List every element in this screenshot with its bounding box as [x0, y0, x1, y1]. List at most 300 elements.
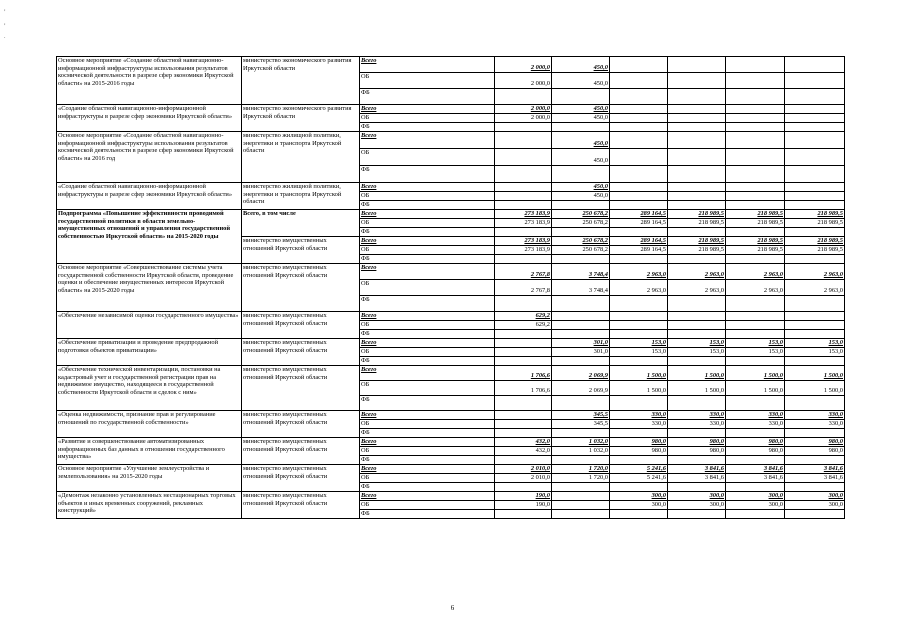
amount-cell — [610, 201, 668, 210]
amount-cell: 289 164,5 — [610, 246, 668, 255]
amount-cell — [495, 396, 552, 411]
amount-cell — [552, 456, 610, 465]
amount-cell — [668, 89, 726, 105]
amount-cell: 301,0 — [552, 348, 610, 357]
amount-cell: 330,0 — [668, 420, 726, 429]
funding-source-cell: ОБ — [360, 280, 495, 296]
amount-cell — [668, 149, 726, 166]
funding-source-cell: Всего — [360, 492, 495, 501]
amount-cell — [610, 296, 668, 312]
amount-cell: 218 989,5 — [668, 246, 726, 255]
amount-cell: 330,0 — [668, 411, 726, 420]
amount-cell — [668, 73, 726, 89]
budget-table — [56, 56, 845, 519]
amount-cell — [726, 105, 785, 114]
amount-cell: 980,0 — [610, 447, 668, 456]
amount-cell: 273 183,9 — [495, 210, 552, 219]
amount-cell — [495, 149, 552, 166]
amount-cell: 218 989,5 — [668, 210, 726, 219]
amount-cell: 273 183,9 — [495, 219, 552, 228]
measure-name-cell: Основное мероприятие «Улучшение землеустройства и землепользования» на 2015-2020 годы — [57, 465, 242, 492]
measure-name-cell: «Создание областной навигационно-информационной инфраструктуры в разрезе сфер экономики Иркутской области» — [57, 105, 242, 132]
amount-cell — [610, 228, 668, 237]
amount-cell — [610, 321, 668, 330]
funding-source-cell: Всего — [360, 465, 495, 474]
amount-cell: 1 706,6 — [495, 381, 552, 396]
margin-mark: , — [4, 6, 6, 12]
funding-source-cell: Всего — [360, 105, 495, 114]
amount-cell — [668, 228, 726, 237]
amount-cell — [610, 456, 668, 465]
amount-cell — [610, 57, 668, 73]
measure-name-cell: «Демонтаж незаконно установленных нестационарных торговых объектов и иных временных сооружений, рекламных конструкций» — [57, 492, 242, 519]
amount-cell: 450,0 — [552, 149, 610, 166]
executor-cell: министерство имущественных отношений Иркутской области — [242, 339, 360, 366]
amount-cell: 153,0 — [610, 348, 668, 357]
amount-cell — [726, 429, 785, 438]
funding-source-cell: ФБ — [360, 89, 495, 105]
amount-cell — [726, 321, 785, 330]
amount-cell: 980,0 — [785, 438, 845, 447]
amount-cell: 330,0 — [726, 411, 785, 420]
amount-cell: 153,0 — [668, 339, 726, 348]
amount-cell — [668, 483, 726, 492]
amount-cell — [726, 456, 785, 465]
amount-cell — [726, 357, 785, 366]
amount-cell — [552, 166, 610, 183]
amount-cell: 300,0 — [668, 501, 726, 510]
amount-cell: 153,0 — [610, 339, 668, 348]
funding-source-cell: ОБ — [360, 73, 495, 89]
amount-cell: 2 963,0 — [726, 264, 785, 280]
funding-source-cell: Всего — [360, 237, 495, 246]
amount-cell: 273 183,9 — [495, 246, 552, 255]
amount-cell — [552, 312, 610, 321]
funding-source-cell: ОБ — [360, 447, 495, 456]
funding-source-cell: ФБ — [360, 330, 495, 339]
amount-cell — [552, 123, 610, 132]
funding-source-cell: Всего — [360, 210, 495, 219]
funding-source-cell: ОБ — [360, 219, 495, 228]
amount-cell — [785, 312, 845, 321]
amount-cell — [610, 357, 668, 366]
table-row — [57, 438, 845, 447]
amount-cell: 250 678,2 — [552, 210, 610, 219]
amount-cell — [668, 296, 726, 312]
amount-cell: 273 183,9 — [495, 237, 552, 246]
amount-cell — [495, 201, 552, 210]
executor-cell: Всего, в том числе — [242, 210, 360, 237]
amount-cell — [785, 483, 845, 492]
amount-cell — [785, 183, 845, 192]
amount-cell — [726, 114, 785, 123]
amount-cell — [726, 132, 785, 149]
amount-cell — [610, 114, 668, 123]
amount-cell: 1 500,0 — [726, 381, 785, 396]
amount-cell: 218 989,5 — [668, 237, 726, 246]
amount-cell — [610, 330, 668, 339]
amount-cell: 330,0 — [785, 411, 845, 420]
amount-cell — [668, 255, 726, 264]
amount-cell — [495, 132, 552, 149]
amount-cell: 1 500,0 — [610, 366, 668, 381]
measure-name-cell: Подпрограмма «Повышение эффективности проводимой государственной политики в области земельно-имущественных отношений и управления государственной собственностью Иркутской области» на 2015-2020 годы — [57, 210, 242, 264]
amount-cell: 2 767,8 — [495, 280, 552, 296]
amount-cell: 1 720,0 — [552, 465, 610, 474]
executor-cell: министерство имущественных отношений Иркутской области — [242, 366, 360, 411]
amount-cell — [668, 123, 726, 132]
amount-cell: 153,0 — [668, 348, 726, 357]
amount-cell: 2 069,9 — [552, 366, 610, 381]
amount-cell — [495, 255, 552, 264]
amount-cell — [785, 201, 845, 210]
page-number: 6 — [450, 604, 455, 612]
amount-cell — [495, 420, 552, 429]
amount-cell: 153,0 — [785, 339, 845, 348]
amount-cell: 250 678,2 — [552, 246, 610, 255]
budget-table-body — [57, 57, 845, 519]
amount-cell: 289 164,5 — [610, 237, 668, 246]
amount-cell — [552, 483, 610, 492]
amount-cell — [610, 132, 668, 149]
funding-source-cell: Всего — [360, 183, 495, 192]
amount-cell — [785, 510, 845, 519]
amount-cell: 218 989,5 — [785, 219, 845, 228]
amount-cell — [552, 429, 610, 438]
amount-cell: 218 989,5 — [726, 210, 785, 219]
executor-cell: министерство экономического развития Иркутской области — [242, 57, 360, 105]
measure-name-cell: «Обеспечение технической инвентаризации, постановки на кадастровый учет и государственной регистрации прав на недвижимое имущество, находящееся в государственной собственности Иркутской области и сделок с ним» — [57, 366, 242, 411]
amount-cell — [785, 396, 845, 411]
amount-cell: 300,0 — [610, 492, 668, 501]
executor-cell: министерство жилищной политики, энергетики и транспорта Иркутской области — [242, 183, 360, 210]
amount-cell — [610, 73, 668, 89]
amount-cell: 5 241,6 — [610, 465, 668, 474]
table-row — [57, 366, 845, 381]
amount-cell — [552, 510, 610, 519]
amount-cell: 2 963,0 — [726, 280, 785, 296]
funding-source-cell: ФБ — [360, 483, 495, 492]
amount-cell — [726, 149, 785, 166]
measure-name-cell: Основное мероприятие «Совершенствование системы учета государственной собственности Иркутской области, проведение оценки и обеспечение имущественных интересов Иркутской области» на 2015-2020 годы — [57, 264, 242, 312]
funding-source-cell: ОБ — [360, 348, 495, 357]
amount-cell — [552, 228, 610, 237]
amount-cell: 330,0 — [726, 420, 785, 429]
amount-cell — [785, 149, 845, 166]
amount-cell — [668, 321, 726, 330]
amount-cell — [495, 429, 552, 438]
amount-cell — [552, 321, 610, 330]
amount-cell: 190,0 — [495, 492, 552, 501]
table-row — [57, 465, 845, 474]
amount-cell — [610, 312, 668, 321]
funding-source-cell: ОБ — [360, 321, 495, 330]
amount-cell — [495, 183, 552, 192]
table-row — [57, 183, 845, 192]
table-row — [57, 312, 845, 321]
amount-cell — [610, 510, 668, 519]
amount-cell: 450,0 — [552, 73, 610, 89]
amount-cell: 1 032,0 — [552, 438, 610, 447]
amount-cell — [610, 149, 668, 166]
amount-cell — [726, 396, 785, 411]
amount-cell — [726, 312, 785, 321]
amount-cell — [726, 166, 785, 183]
amount-cell — [610, 429, 668, 438]
amount-cell: 3 841,6 — [785, 474, 845, 483]
executor-cell: министерство имущественных отношений Иркутской области — [242, 465, 360, 492]
amount-cell — [610, 483, 668, 492]
amount-cell — [726, 296, 785, 312]
amount-cell: 153,0 — [726, 339, 785, 348]
measure-name-cell: «Обеспечение независимой оценки государственного имущества» — [57, 312, 242, 339]
amount-cell — [495, 483, 552, 492]
amount-cell — [610, 105, 668, 114]
amount-cell — [726, 123, 785, 132]
amount-cell — [495, 411, 552, 420]
funding-source-cell: ФБ — [360, 396, 495, 411]
amount-cell: 300,0 — [668, 492, 726, 501]
funding-source-cell: Всего — [360, 438, 495, 447]
amount-cell: 218 989,5 — [785, 210, 845, 219]
amount-cell — [495, 357, 552, 366]
amount-cell — [668, 114, 726, 123]
amount-cell: 2 963,0 — [610, 280, 668, 296]
amount-cell — [726, 89, 785, 105]
amount-cell: 3 841,6 — [726, 474, 785, 483]
amount-cell: 300,0 — [785, 501, 845, 510]
amount-cell: 330,0 — [610, 420, 668, 429]
funding-source-cell: ФБ — [360, 166, 495, 183]
amount-cell — [785, 296, 845, 312]
amount-cell: 629,2 — [495, 312, 552, 321]
amount-cell — [552, 501, 610, 510]
amount-cell — [495, 192, 552, 201]
executor-cell: министерство имущественных отношений Иркутской области — [242, 264, 360, 312]
amount-cell: 980,0 — [668, 438, 726, 447]
amount-cell: 345,5 — [552, 411, 610, 420]
table-row — [57, 57, 845, 73]
table-row — [57, 492, 845, 501]
amount-cell: 345,5 — [552, 420, 610, 429]
amount-cell — [552, 89, 610, 105]
amount-cell: 218 989,5 — [785, 246, 845, 255]
amount-cell — [668, 510, 726, 519]
amount-cell — [726, 183, 785, 192]
amount-cell: 2 069,9 — [552, 381, 610, 396]
amount-cell — [785, 357, 845, 366]
amount-cell — [785, 123, 845, 132]
funding-source-cell: ФБ — [360, 123, 495, 132]
amount-cell: 450,0 — [552, 192, 610, 201]
executor-cell: министерство экономического развития Иркутской области — [242, 105, 360, 132]
executor-cell: министерство имущественных отношений Иркутской области — [242, 492, 360, 519]
amount-cell — [726, 228, 785, 237]
amount-cell: 300,0 — [726, 492, 785, 501]
amount-cell — [495, 330, 552, 339]
amount-cell — [785, 192, 845, 201]
amount-cell: 5 241,6 — [610, 474, 668, 483]
amount-cell: 3 841,6 — [785, 465, 845, 474]
amount-cell — [726, 57, 785, 73]
margin-mark: . — [4, 34, 6, 40]
amount-cell: 2 963,0 — [668, 264, 726, 280]
amount-cell — [495, 123, 552, 132]
amount-cell: 2 010,0 — [495, 474, 552, 483]
amount-cell — [726, 483, 785, 492]
measure-name-cell: «Оценка недвижимости, признание прав и регулирование отношений по государственной собственности» — [57, 411, 242, 438]
amount-cell — [552, 396, 610, 411]
amount-cell — [610, 89, 668, 105]
funding-source-cell: Всего — [360, 132, 495, 149]
amount-cell: 1 500,0 — [726, 366, 785, 381]
amount-cell — [610, 255, 668, 264]
funding-source-cell: ОБ — [360, 149, 495, 166]
amount-cell — [610, 192, 668, 201]
amount-cell — [495, 510, 552, 519]
amount-cell — [785, 105, 845, 114]
amount-cell — [785, 73, 845, 89]
funding-source-cell: Всего — [360, 339, 495, 348]
amount-cell: 1 500,0 — [785, 366, 845, 381]
amount-cell — [668, 57, 726, 73]
amount-cell — [552, 492, 610, 501]
amount-cell: 1 500,0 — [610, 381, 668, 396]
amount-cell — [785, 114, 845, 123]
amount-cell — [668, 396, 726, 411]
amount-cell — [552, 357, 610, 366]
amount-cell — [552, 330, 610, 339]
amount-cell — [668, 312, 726, 321]
funding-source-cell: ОБ — [360, 474, 495, 483]
amount-cell — [668, 330, 726, 339]
amount-cell: 153,0 — [726, 348, 785, 357]
amount-cell: 2 963,0 — [610, 264, 668, 280]
amount-cell — [726, 255, 785, 264]
amount-cell — [668, 183, 726, 192]
amount-cell — [726, 330, 785, 339]
amount-cell: 2 000,0 — [495, 73, 552, 89]
amount-cell: 330,0 — [785, 420, 845, 429]
amount-cell: 3 748,4 — [552, 280, 610, 296]
funding-source-cell: ФБ — [360, 255, 495, 264]
amount-cell — [785, 132, 845, 149]
amount-cell — [552, 255, 610, 264]
funding-source-cell: ФБ — [360, 429, 495, 438]
table-row — [57, 264, 845, 280]
amount-cell: 2 963,0 — [785, 264, 845, 280]
executor-cell: министерство имущественных отношений Иркутской области — [242, 237, 360, 264]
amount-cell: 2 963,0 — [785, 280, 845, 296]
amount-cell: 450,0 — [552, 105, 610, 114]
amount-cell — [785, 255, 845, 264]
executor-cell: министерство имущественных отношений Иркутской области — [242, 312, 360, 339]
amount-cell: 300,0 — [726, 501, 785, 510]
amount-cell: 980,0 — [726, 447, 785, 456]
amount-cell — [726, 192, 785, 201]
amount-cell: 629,2 — [495, 321, 552, 330]
amount-cell: 450,0 — [552, 57, 610, 73]
amount-cell: 2 000,0 — [495, 105, 552, 114]
funding-source-cell: ОБ — [360, 420, 495, 429]
amount-cell: 1 032,0 — [552, 447, 610, 456]
amount-cell: 2 000,0 — [495, 114, 552, 123]
executor-cell: министерство имущественных отношений Иркутской области — [242, 438, 360, 465]
amount-cell — [552, 296, 610, 312]
amount-cell — [726, 73, 785, 89]
amount-cell — [610, 183, 668, 192]
amount-cell: 301,0 — [552, 339, 610, 348]
table-row — [57, 339, 845, 348]
amount-cell — [785, 429, 845, 438]
amount-cell — [785, 330, 845, 339]
amount-cell — [785, 89, 845, 105]
amount-cell: 289 164,5 — [610, 210, 668, 219]
amount-cell: 2 010,0 — [495, 465, 552, 474]
amount-cell: 218 989,5 — [726, 219, 785, 228]
amount-cell — [785, 228, 845, 237]
table-row — [57, 105, 845, 114]
amount-cell — [495, 348, 552, 357]
amount-cell: 1 500,0 — [668, 381, 726, 396]
funding-source-cell: ОБ — [360, 381, 495, 396]
amount-cell: 2 767,8 — [495, 264, 552, 280]
measure-name-cell: Основное мероприятие «Создание областной навигационно-информационной инфраструктуры использования результатов космической деятельности в разрезе сфер экономики Иркутской области» на 2016 год — [57, 132, 242, 183]
amount-cell — [668, 201, 726, 210]
table-row — [57, 411, 845, 420]
funding-source-cell: ФБ — [360, 296, 495, 312]
amount-cell: 190,0 — [495, 501, 552, 510]
measure-name-cell: «Создание областной навигационно-информационной инфраструктуры в разрезе сфер экономики Иркутской области» — [57, 183, 242, 210]
executor-cell: министерство имущественных отношений Иркутской области — [242, 411, 360, 438]
funding-source-cell: Всего — [360, 312, 495, 321]
amount-cell — [668, 456, 726, 465]
amount-cell — [668, 166, 726, 183]
funding-source-cell: ОБ — [360, 114, 495, 123]
amount-cell: 980,0 — [726, 438, 785, 447]
amount-cell — [668, 132, 726, 149]
amount-cell — [668, 429, 726, 438]
amount-cell — [726, 201, 785, 210]
amount-cell — [785, 456, 845, 465]
amount-cell — [495, 166, 552, 183]
amount-cell: 153,0 — [785, 348, 845, 357]
margin-mark: , — [4, 20, 6, 26]
amount-cell: 1 500,0 — [668, 366, 726, 381]
amount-cell: 218 989,5 — [785, 237, 845, 246]
amount-cell: 218 989,5 — [668, 219, 726, 228]
amount-cell: 450,0 — [552, 132, 610, 149]
table-row — [57, 210, 845, 219]
amount-cell: 450,0 — [552, 114, 610, 123]
amount-cell: 450,0 — [552, 183, 610, 192]
amount-cell — [785, 321, 845, 330]
measure-name-cell: Основное мероприятие «Создание областной навигационно-информационной инфраструктуры использования результатов космической деятельности в разрезе сфер экономики Иркутской области» на 2015-2016 годы — [57, 57, 242, 105]
amount-cell: 289 164,5 — [610, 219, 668, 228]
amount-cell — [610, 123, 668, 132]
funding-source-cell: Всего — [360, 264, 495, 280]
amount-cell — [785, 166, 845, 183]
amount-cell — [610, 166, 668, 183]
amount-cell — [495, 228, 552, 237]
amount-cell: 218 989,5 — [726, 237, 785, 246]
amount-cell — [726, 510, 785, 519]
amount-cell — [495, 456, 552, 465]
amount-cell — [785, 57, 845, 73]
funding-source-cell: ОБ — [360, 246, 495, 255]
amount-cell: 2 963,0 — [668, 280, 726, 296]
funding-source-cell: ФБ — [360, 228, 495, 237]
